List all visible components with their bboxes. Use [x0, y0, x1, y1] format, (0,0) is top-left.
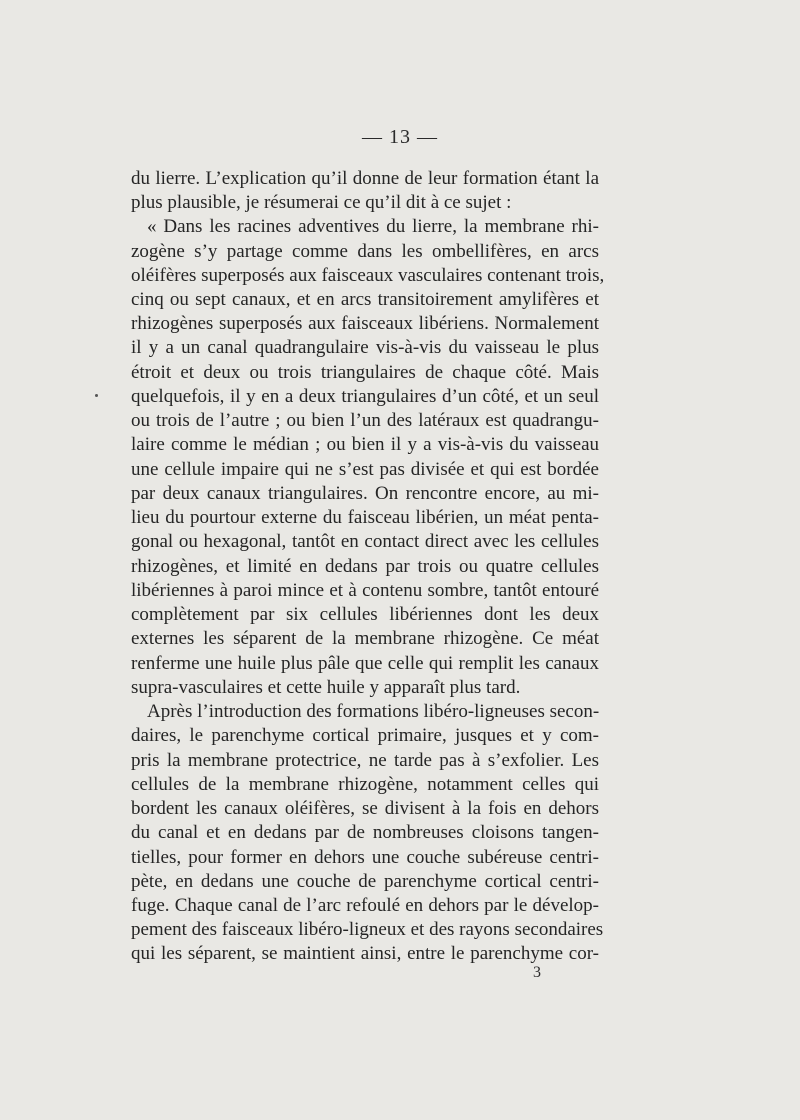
- margin-mark: [95, 394, 98, 397]
- text-line-33: qui les séparent, se maintient ainsi, entre le parenchyme cor-: [131, 943, 599, 964]
- text-line-26: cellules de la membrane rhizogène, notamment celles qui: [131, 774, 599, 795]
- text-line-32: pement des faisceaux libéro-ligneux et des rayons secondaires: [131, 919, 604, 940]
- text-line-9: étroit et deux ou trois triangulaires de chaque côté. Mais: [131, 362, 599, 383]
- text-line-17: rhizogènes, et limité en dedans par trois ou quatre cellules: [131, 556, 599, 577]
- text-line-21: renferme une huile plus pâle que celle qui remplit les canaux: [131, 653, 599, 674]
- text-line-23: Après l’introduction des formations libéro-ligneuses secon-: [147, 701, 600, 722]
- text-line-10: quelquefois, il y en a deux triangulaires d’un côté, et un seul: [131, 386, 599, 407]
- text-line-28: du canal et en dedans par de nombreuses cloisons tangen-: [131, 822, 599, 843]
- text-line-8: il y a un canal quadrangulaire vis-à-vis du vaisseau le plus: [131, 337, 599, 358]
- text-line-27: bordent les canaux oléifères, se divisent à la fois en dehors: [131, 798, 599, 819]
- text-line-20: externes les séparent de la membrane rhizogène. Ce méat: [131, 628, 599, 649]
- signature-mark: 3: [533, 964, 541, 981]
- text-line-5: oléifères superposés aux faisceaux vasculaires contenant trois,: [131, 265, 605, 286]
- text-line-25: pris la membrane protectrice, ne tarde pas à s’exfolier. Les: [131, 750, 599, 771]
- text-line-15: lieu du pourtour externe du faisceau libérien, un méat penta-: [131, 507, 599, 528]
- text-line-7: rhizogènes superposés aux faisceaux libériens. Normalement: [131, 313, 599, 334]
- text-line-13: une cellule impaire qui ne s’est pas divisée et qui est bordée: [131, 459, 599, 480]
- text-line-24: daires, le parenchyme cortical primaire, jusques et y com-: [131, 725, 599, 746]
- text-line-12: laire comme le médian ; ou bien il y a vis-à-vis du vaisseau: [131, 434, 599, 455]
- text-line-6: cinq ou sept canaux, et en arcs transitoirement amylifères et: [131, 289, 599, 310]
- text-line-18: libériennes à paroi mince et à contenu sombre, tantôt entouré: [131, 580, 599, 601]
- text-line-29: tielles, pour former en dehors une couche subéreuse centri-: [131, 847, 599, 868]
- text-line-11: ou trois de l’autre ; ou bien l’un des latéraux est quadrangu-: [131, 410, 599, 431]
- text-line-14: par deux canaux triangulaires. On rencontre encore, au mi-: [131, 483, 599, 504]
- page-header: — 13 —: [362, 126, 438, 148]
- text-line-22: supra-vasculaires et cette huile y apparaît plus tard.: [131, 677, 521, 698]
- text-line-16: gonal ou hexagonal, tantôt en contact direct avec les cellules: [131, 531, 599, 552]
- text-line-1: du lierre. L’explication qu’il donne de leur formation étant la: [131, 168, 599, 189]
- text-line-31: fuge. Chaque canal de l’arc refoulé en dehors par le dévelop-: [131, 895, 599, 916]
- text-line-2: plus plausible, je résumerai ce qu’il dit à ce sujet :: [131, 192, 512, 213]
- text-line-4: zogène s’y partage comme dans les ombellifères, en arcs: [131, 241, 599, 262]
- text-line-3: « Dans les racines adventives du lierre, la membrane rhi-: [147, 216, 599, 237]
- text-line-30: pète, en dedans une couche de parenchyme cortical centri-: [131, 871, 599, 892]
- text-line-19: complètement par six cellules libériennes dont les deux: [131, 604, 599, 625]
